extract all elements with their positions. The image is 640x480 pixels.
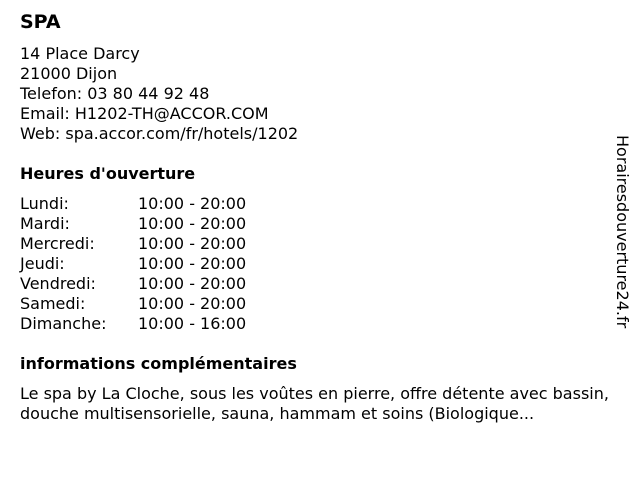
- hours-row-sunday: [20, 314, 246, 334]
- page-title: SPA: [20, 11, 61, 33]
- info-description: Le spa by La Cloche, sous les voûtes en pierre, offre détente avec bassin, douche multisensorielle, sauna, hammam et soins (Biologique...: [20, 384, 609, 423]
- phone-number: Telefon: 03 80 44 92 48: [20, 84, 210, 103]
- time-range: 10:00 - 20:00: [138, 274, 247, 293]
- time-range: 10:00 - 20:00: [138, 214, 247, 233]
- opening-hours-table: [20, 194, 246, 334]
- time-range: 10:00 - 20:00: [138, 294, 247, 313]
- hours-row-tuesday: [20, 214, 246, 234]
- hours-heading: Heures d'ouverture: [20, 164, 196, 183]
- street-address: 14 Place Darcy: [20, 44, 140, 63]
- website: Web: spa.accor.com/fr/hotels/1202: [20, 124, 299, 143]
- day-label: Lundi:: [20, 194, 69, 213]
- day-label: Dimanche:: [20, 314, 107, 333]
- day-label: Jeudi:: [20, 254, 65, 273]
- time-range: 10:00 - 16:00: [138, 314, 247, 333]
- day-label: Mardi:: [20, 214, 70, 233]
- day-label: Vendredi:: [20, 274, 96, 293]
- day-label: Samedi:: [20, 294, 86, 313]
- time-range: 10:00 - 20:00: [138, 194, 247, 213]
- site-watermark: Horairesdouverture24.fr: [613, 135, 632, 329]
- hours-row-friday: [20, 274, 246, 294]
- hours-row-monday: [20, 194, 246, 214]
- hours-row-thursday: [20, 254, 246, 274]
- day-label: Mercredi:: [20, 234, 95, 253]
- city-address: 21000 Dijon: [20, 64, 118, 83]
- hours-row-saturday: [20, 294, 246, 314]
- time-range: 10:00 - 20:00: [138, 234, 247, 253]
- time-range: 10:00 - 20:00: [138, 254, 247, 273]
- email-address: Email: H1202-TH@ACCOR.COM: [20, 104, 269, 123]
- hours-row-wednesday: [20, 234, 246, 254]
- info-heading: informations complémentaires: [20, 354, 297, 373]
- address-block: [20, 44, 298, 144]
